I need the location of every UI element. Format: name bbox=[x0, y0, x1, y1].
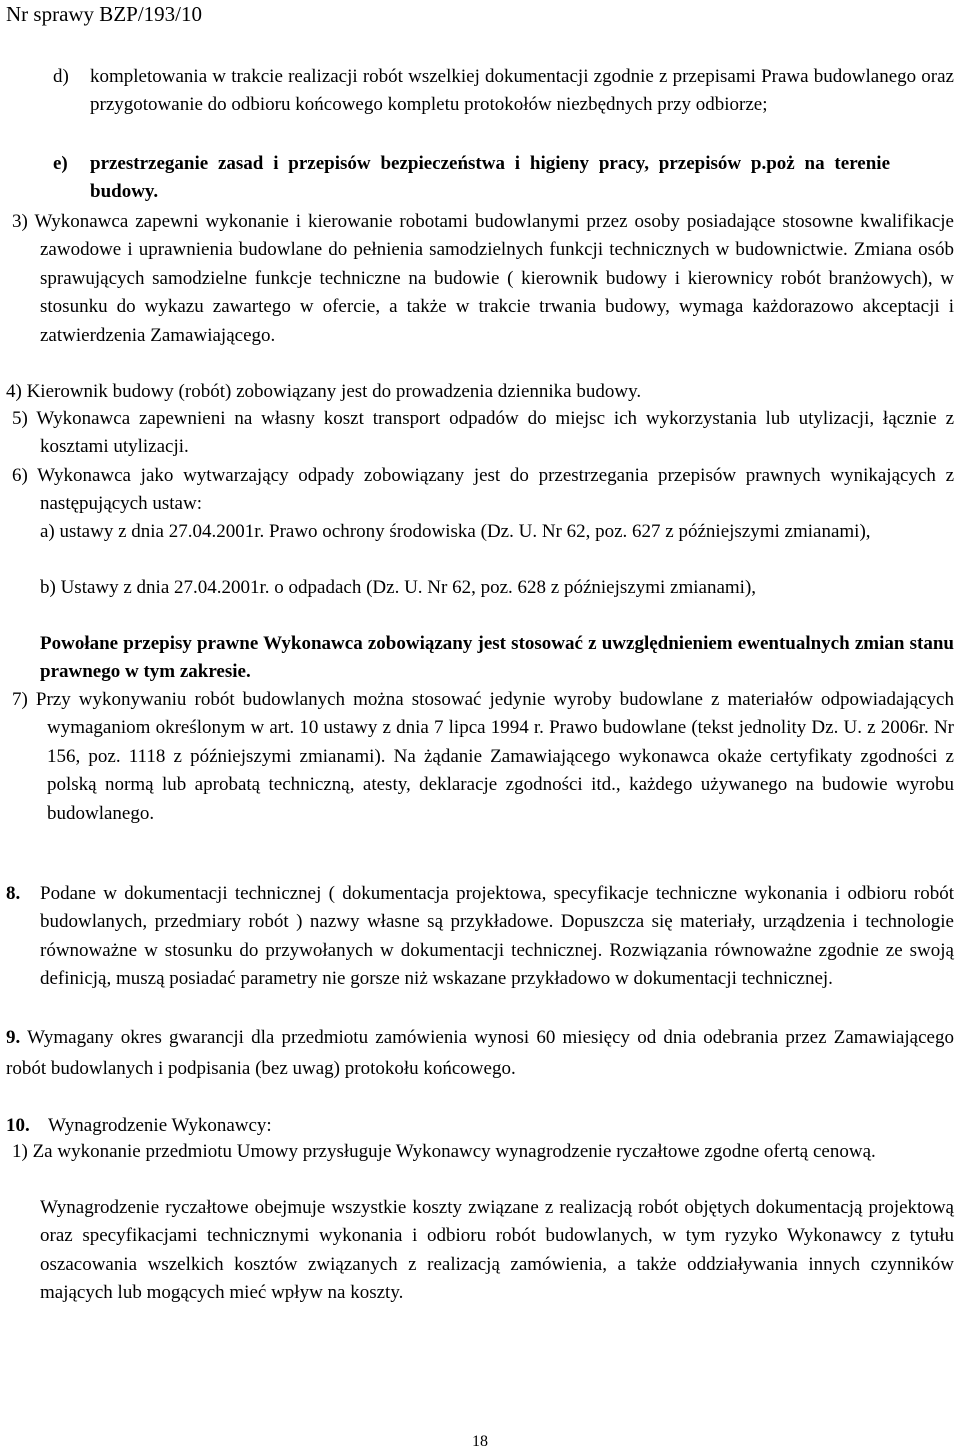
section-10-item-1: 1) Za wykonanie przedmiotu Umowy przysługuje Wykonawcy wynagrodzenie ryczałtowe zgodne ofertą cenową. bbox=[12, 1141, 876, 1162]
section-e-text: przestrzeganie zasad i przepisów bezpieczeństwa i higieny pracy, przepisów p.poż na terenie budowy. bbox=[90, 153, 890, 203]
item-7-paragraph: 7) Przy wykonywaniu robót budowlanych można stosować jedynie wyroby budowlane z materiałów odpowiadających wymaganiom określonym w art. 10 ustawy z dnia 7 lipca 1994 r. Prawo budowlane (tekst jednolity Dz. U. z 2006r. Nr 156, poz. 1118 z późniejszymi zmianami). Na żądanie Zamawiającego wykonawca okaże certyfikaty zgodności z polską normą lub aprobatą techniczną, atesty, deklaracje zgodności itd., każdego używanego na budowie wyrobu budowlanego. bbox=[12, 689, 954, 824]
item-6-sub-b: b) Ustawy z dnia 27.04.2001r. o odpadach (Dz. U. Nr 62, poz. 628 z późniejszymi zmianami), bbox=[40, 577, 757, 598]
section-8-number: 8. bbox=[6, 883, 21, 904]
section-d-marker: d) bbox=[53, 66, 69, 87]
section-e-marker: e) bbox=[53, 153, 68, 174]
section-9-paragraph bbox=[6, 1022, 954, 1084]
section-8-text: Podane w dokumentacji technicznej ( dokumentacja projektowa, specyfikacje techniczne wykonania i odbioru robót budowlanych, przedmiary robót ) nazwy własne są przykładowe. Dopuszcza się materiały, urządzenia i technologie równoważne w stosunku do przywołanych w dokumentacji technicznej. Rozwiązania równoważne zgodnie ze swoją definicją, muszą posiadać parametry nie gorsze niż wskazane przykładowo w dokumentacji technicznej. bbox=[40, 883, 954, 990]
item-6-bold-note: Powołane przepisy prawne Wykonawca zobowiązany jest stosować z uwzględnieniem ewentualnych zmian stanu prawnego w tym zakresie. bbox=[40, 633, 954, 683]
item-3-paragraph: 3) Wykonawca zapewni wykonanie i kierowanie robotami budowlanymi przez osoby posiadające stosowne kwalifikacje zawodowe i uprawnienia budowlane do pełnienia samodzielnych funkcji technicznych w budownictwie. Zmiana osób sprawujących samodzielne funkcje techniczne na budowie ( kierownik budowy i kierownicy robót branżowych), w stosunku do wykazu zawartego w ofercie, a także w trakcie trwania budowy, wymaga każdorazowo akceptacji i zatwierdzenia Zamawiającego. bbox=[12, 211, 954, 346]
section-10-title: Wynagrodzenie Wykonawcy: bbox=[48, 1115, 272, 1136]
item-5-paragraph: 5) Wykonawca zapewnieni na własny koszt transport odpadów do miejsc ich wykorzystania lub utylizacji, łącznie z kosztami utylizacji. bbox=[12, 408, 954, 458]
section-d-text: kompletowania w trakcie realizacji robót wszelkiej dokumentacji zgodnie z przepisami Prawa budowlanego oraz przygotowanie do odbioru końcowego kompletu protokołów niezbędnych przy odbiorze; bbox=[90, 66, 954, 116]
section-10-item-1-continuation: Wynagrodzenie ryczałtowe obejmuje wszystkie koszty związane z realizacją robót objętych dokumentacją projektową oraz specyfikacjami technicznymi wykonania i odbioru robót budowlanych, w tym ryzyko Wykonawcy z tytułu oszacowania wszelkich kosztów związanych z realizacją zamówienia, a także oddziaływania innych czynników mających lub mogących mieć wpływ na koszty. bbox=[40, 1197, 954, 1304]
section-9-number: 9. bbox=[6, 1027, 21, 1048]
item-6-intro: 6) Wykonawca jako wytwarzający odpady zobowiązany jest do przestrzegania przepisów prawnych wynikających z następujących ustaw: bbox=[12, 465, 954, 515]
section-10-number: 10. bbox=[6, 1115, 30, 1136]
item-4-paragraph: 4) Kierownik budowy (robót) zobowiązany jest do prowadzenia dziennika budowy. bbox=[6, 381, 642, 402]
case-number-header: Nr sprawy BZP/193/10 bbox=[6, 2, 202, 26]
section-9-text: Wymagany okres gwarancji dla przedmiotu zamówienia wynosi 60 miesięcy od dnia odebrania przez Zamawiającego robót budowlanych i podpisania (bez uwag) protokołu końcowego. bbox=[6, 1027, 954, 1079]
item-6-sub-a: a) ustawy z dnia 27.04.2001r. Prawo ochrony środowiska (Dz. U. Nr 62, poz. 627 z późniejszymi zmianami), bbox=[40, 521, 871, 542]
page-number: 18 bbox=[472, 1433, 488, 1450]
